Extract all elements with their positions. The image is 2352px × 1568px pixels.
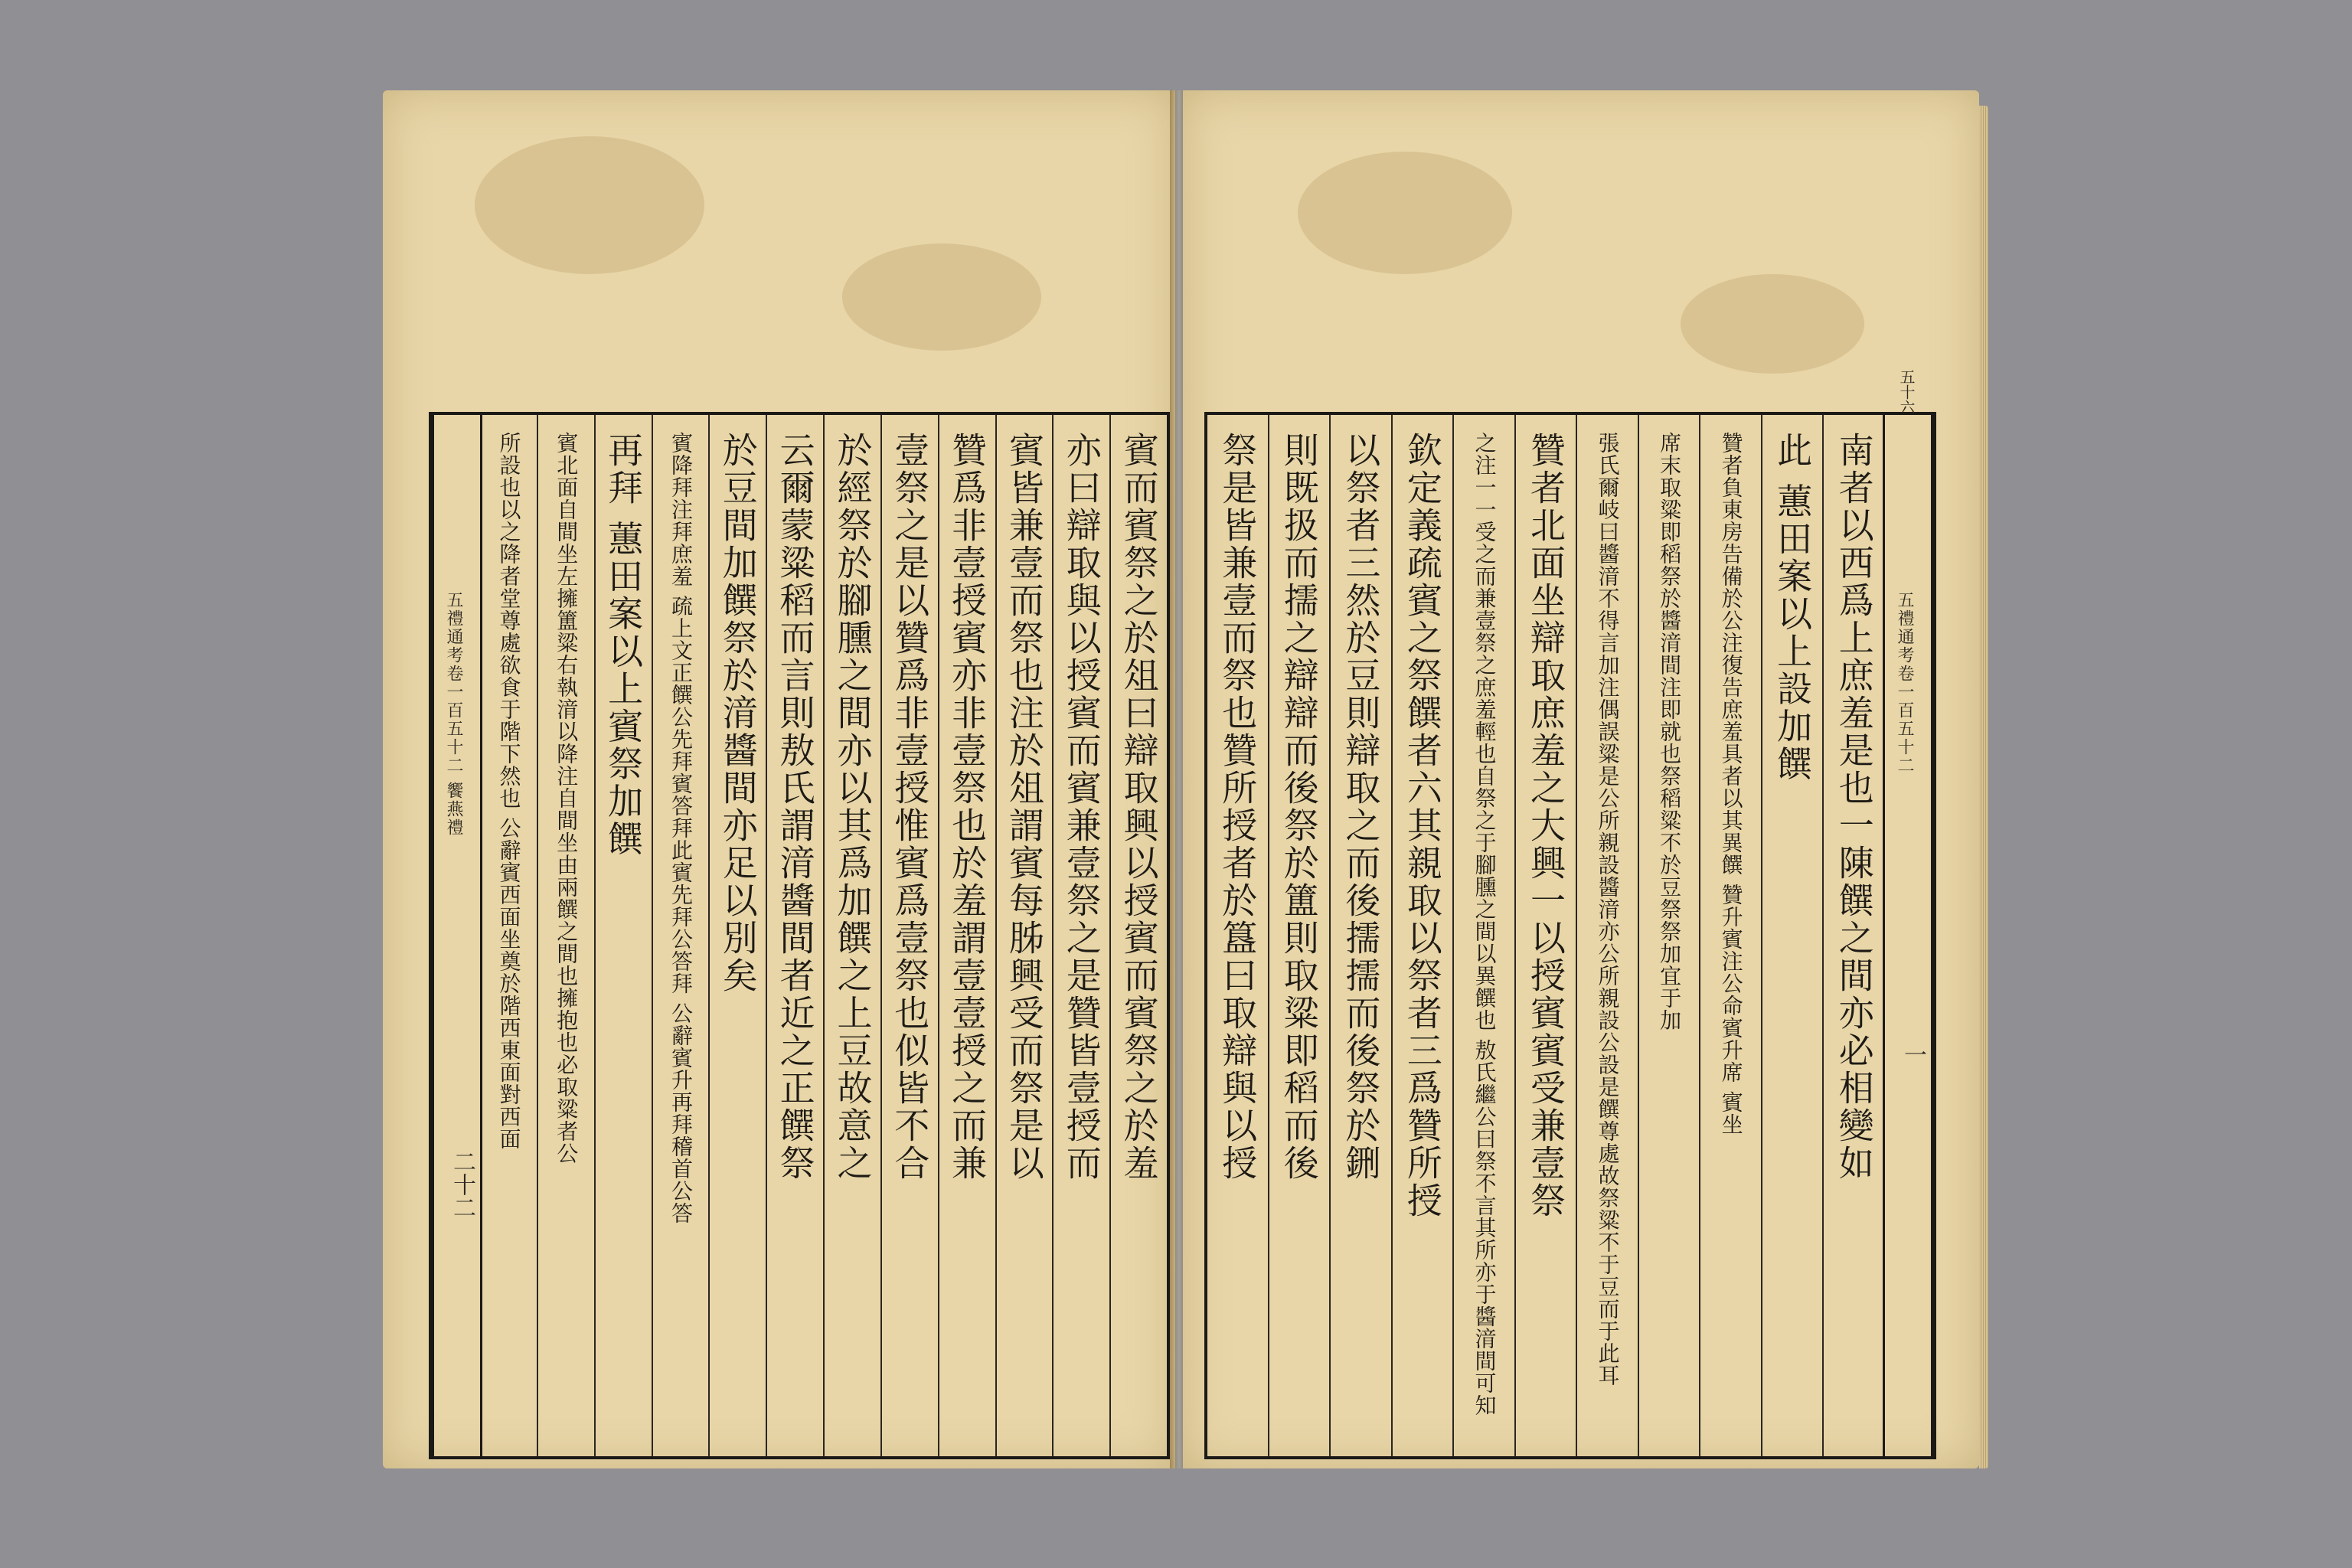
text-column	[1761, 415, 1823, 1456]
open-book	[383, 90, 1987, 1484]
column-text: 以祭者三然於豆則辯取之而後擩擩而後祭於鉶	[1340, 432, 1382, 1182]
text-column	[1207, 415, 1268, 1456]
right-page-number: 一	[1900, 1043, 1926, 1066]
text-column	[1109, 415, 1167, 1456]
text-column	[1452, 415, 1514, 1456]
column-text: 於經祭於腳臐之間亦以其爲加饌之上豆故意之	[831, 432, 874, 1182]
text-column	[880, 415, 938, 1456]
column-text: 之注一一受之而兼壹祭之庶羞輕也自祭之于腳臐之間以異饌也 敖氏繼公曰祭不言其所亦于醬湇間可知	[1472, 432, 1498, 1416]
text-column	[995, 415, 1053, 1456]
text-column	[1268, 415, 1330, 1456]
text-column	[537, 415, 594, 1456]
column-text: 贊者負東房告備於公注復告庶羞具者以其異饌 贊升賓注公命賓升席 賓坐	[1718, 432, 1744, 1135]
left-page-number: 二十二	[449, 1150, 475, 1219]
column-text: 贊爲非壹授賓亦非壹祭也於羞謂壹壹授之而兼	[946, 432, 988, 1182]
left-banxin-title: 五禮通考卷一百五十二 饗燕禮	[444, 591, 463, 837]
text-column	[481, 415, 537, 1456]
text-column	[1391, 415, 1453, 1456]
page-edge-stack	[1979, 106, 1988, 1468]
column-text: 欽定義疏賓之祭饌者六其親取以祭者三爲贊所授	[1401, 432, 1443, 1220]
column-text: 所設也以之降者堂尊處欲食于階下然也 公辭賓西面坐奠於階西東面對西面	[496, 432, 522, 1150]
column-text: 賓降拜注拜庶羞 疏上文正饌公先拜賓答拜此賓先拜公答拜 公辭賓升再拜稽首公答	[668, 432, 694, 1224]
text-column	[1052, 415, 1109, 1456]
left-text-frame	[429, 412, 1170, 1459]
left-banxin	[432, 415, 482, 1456]
right-banxin	[1883, 369, 1933, 1456]
text-column	[938, 415, 995, 1456]
column-text: 賓皆兼壹而祭也注於俎謂賓每胏興受而祭是以	[1003, 432, 1045, 1182]
text-column	[1329, 415, 1391, 1456]
text-column	[594, 415, 652, 1456]
column-text: 贊者北面坐辯取庶羞之大興一以授賓賓受兼壹祭	[1524, 432, 1566, 1220]
column-text: 則既扱而擩之辯辯而後祭於簠則取粱即稻而後	[1278, 432, 1320, 1182]
right-banxin-title: 五禮通考卷一百五十二	[1895, 591, 1914, 775]
right-top-label: 五十六	[1897, 369, 1916, 415]
text-column	[1576, 415, 1638, 1456]
column-text: 賓北面自間坐左擁簠粱右執湇以降注自間坐由兩饌之間也擁抱也必取粱者公	[554, 432, 580, 1165]
column-text: 張氏爾岐曰醬湇不得言加注偶誤粱是公所親設醬湇亦公所親設公設是饌尊處故祭粱不于豆而于此耳	[1595, 432, 1621, 1387]
column-text: 壹祭之是以贊爲非壹授惟賓爲壹祭也似皆不合	[889, 432, 931, 1182]
column-text: 祭是皆兼壹而祭也贊所授者於簋曰取辯與以授	[1217, 432, 1259, 1182]
right-columns	[1207, 415, 1884, 1456]
left-page	[383, 90, 1175, 1468]
column-text: 席末取粱即稻祭於醬湇間注即就也祭稻粱不於豆祭祭加宜于加	[1657, 432, 1683, 1031]
text-column	[766, 415, 823, 1456]
text-column	[823, 415, 880, 1456]
text-column	[1638, 415, 1700, 1456]
right-text-frame	[1204, 369, 1936, 1459]
column-text: 賓而賓祭之於俎曰辯取興以授賓而賓祭之於羞	[1118, 432, 1160, 1182]
right-page	[1183, 90, 1979, 1468]
text-column	[708, 415, 766, 1456]
column-text: 亦曰辯取與以授賓而賓兼壹祭之是贊皆壹授而	[1060, 432, 1102, 1182]
column-text: 再拜 蕙田案以上賓祭加饌	[603, 432, 645, 858]
column-text: 南者以西爲上庶羞是也一陳饌之間亦必相變如	[1833, 432, 1875, 1182]
column-text: 此 蕙田案以上設加饌	[1772, 432, 1814, 783]
left-columns	[481, 415, 1167, 1456]
text-column	[1699, 415, 1761, 1456]
column-text: 云爾蒙粱稻而言則敖氏謂湇醬間者近之正饌祭	[774, 432, 816, 1182]
text-column	[652, 415, 709, 1456]
column-text: 於豆間加饌祭於湇醬間亦足以別矣	[717, 432, 759, 995]
text-column	[1514, 415, 1576, 1456]
text-column	[1822, 415, 1884, 1456]
